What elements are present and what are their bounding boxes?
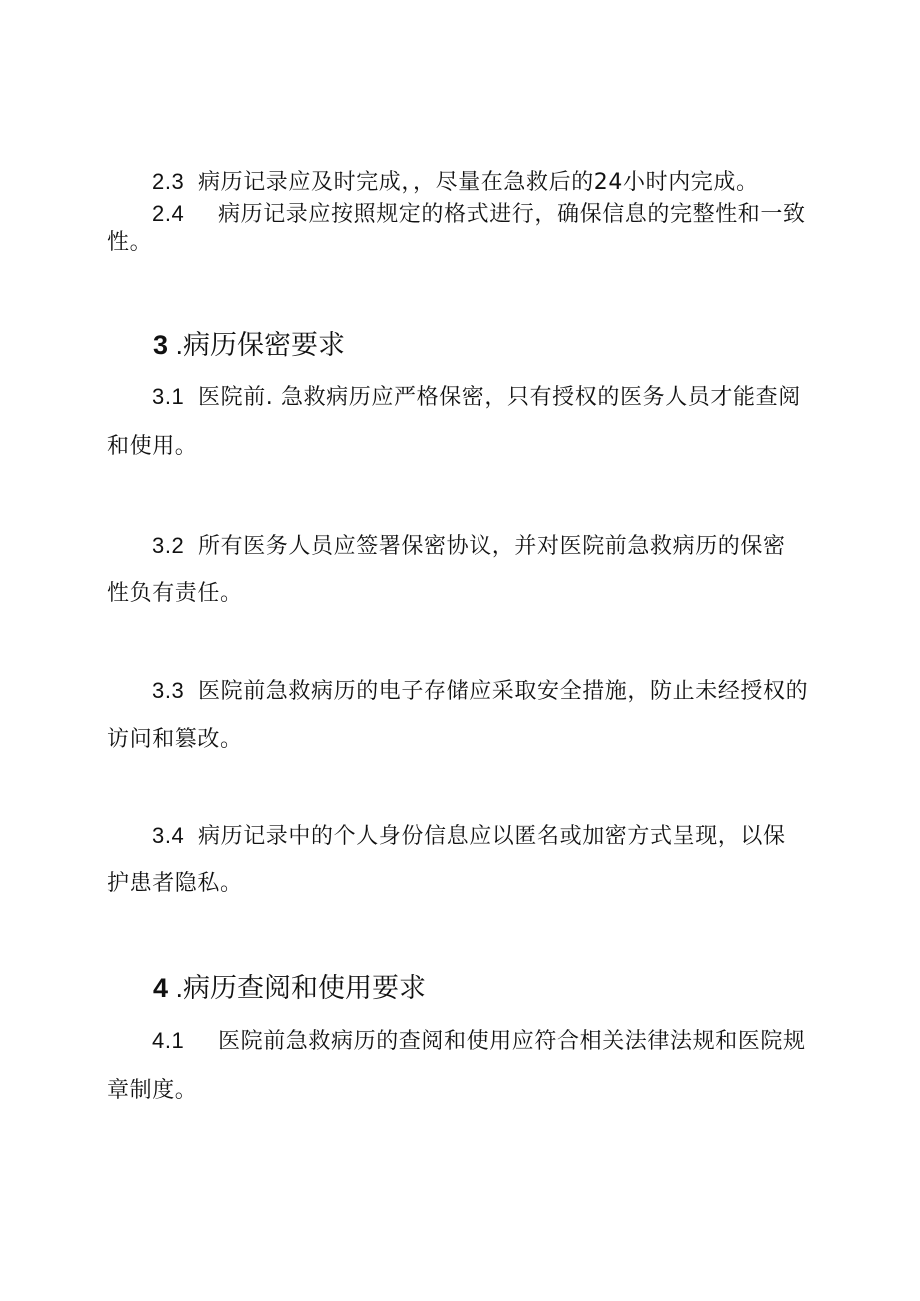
- item-text-continued: 章制度。: [107, 1078, 198, 1103]
- item-4-1-line-1: [152, 1026, 806, 1057]
- item-3-3-line-1: [152, 676, 808, 707]
- item-3-4-line-2: [107, 869, 243, 899]
- item-number: 2.3: [152, 169, 185, 194]
- item-text-continued: 和使用。: [107, 434, 198, 459]
- section-title: .病历查阅和使用要求: [175, 973, 427, 1003]
- section-title: .病历保密要求: [175, 330, 346, 360]
- item-4-1-line-2: [107, 1076, 197, 1106]
- item-text: 病历记录中的个人身份信息应以匿名或加密方式呈现，以保: [198, 824, 786, 849]
- item-2-4-line-2: [107, 228, 152, 258]
- item-text: 病历记录应及时完成，，尽量在急救后的24小时内完成。: [198, 170, 759, 195]
- item-text: 医院前急救病历的查阅和使用应符合相关法律法规和医院规: [218, 1029, 806, 1054]
- item-3-3-line-2: [107, 725, 243, 755]
- section-number: 3: [153, 330, 169, 360]
- section-number: 4: [153, 973, 169, 1003]
- item-text: 医院前急救病历的电子存储应采取安全措施，防止未经授权的: [198, 679, 809, 704]
- item-text-continued: 性。: [107, 230, 153, 255]
- item-text-continued: 护患者隐私。: [107, 871, 243, 896]
- item-text-continued: 访问和篡改。: [107, 727, 243, 752]
- item-3-4-line-1: [152, 821, 786, 852]
- item-number: 4.1: [152, 1028, 185, 1053]
- item-3-1-line-2: [107, 432, 197, 462]
- item-number: 3.4: [152, 823, 185, 848]
- item-number: 3.1: [152, 384, 185, 409]
- item-3-2-line-2: [107, 579, 243, 609]
- item-text: 所有医务人员应签署保密协议，并对医院前急救病历的保密: [198, 534, 786, 559]
- item-3-2-line-1: [152, 531, 786, 562]
- item-text: 医院前. 急救病历应严格保密，只有授权的医务人员才能查阅: [198, 385, 801, 410]
- item-number: 3.3: [152, 678, 185, 703]
- section-3-heading: [153, 327, 345, 363]
- item-number: 3.2: [152, 533, 185, 558]
- item-3-1-line-1: [152, 382, 801, 413]
- item-text: 病历记录应按照规定的格式进行，确保信息的完整性和一致: [218, 202, 806, 227]
- item-2-3-line-1: [152, 167, 759, 198]
- item-text-continued: 性负有责任。: [107, 581, 243, 606]
- section-4-heading: [153, 970, 426, 1006]
- item-number: 2.4: [152, 201, 185, 226]
- item-2-4-line-1: [152, 199, 806, 230]
